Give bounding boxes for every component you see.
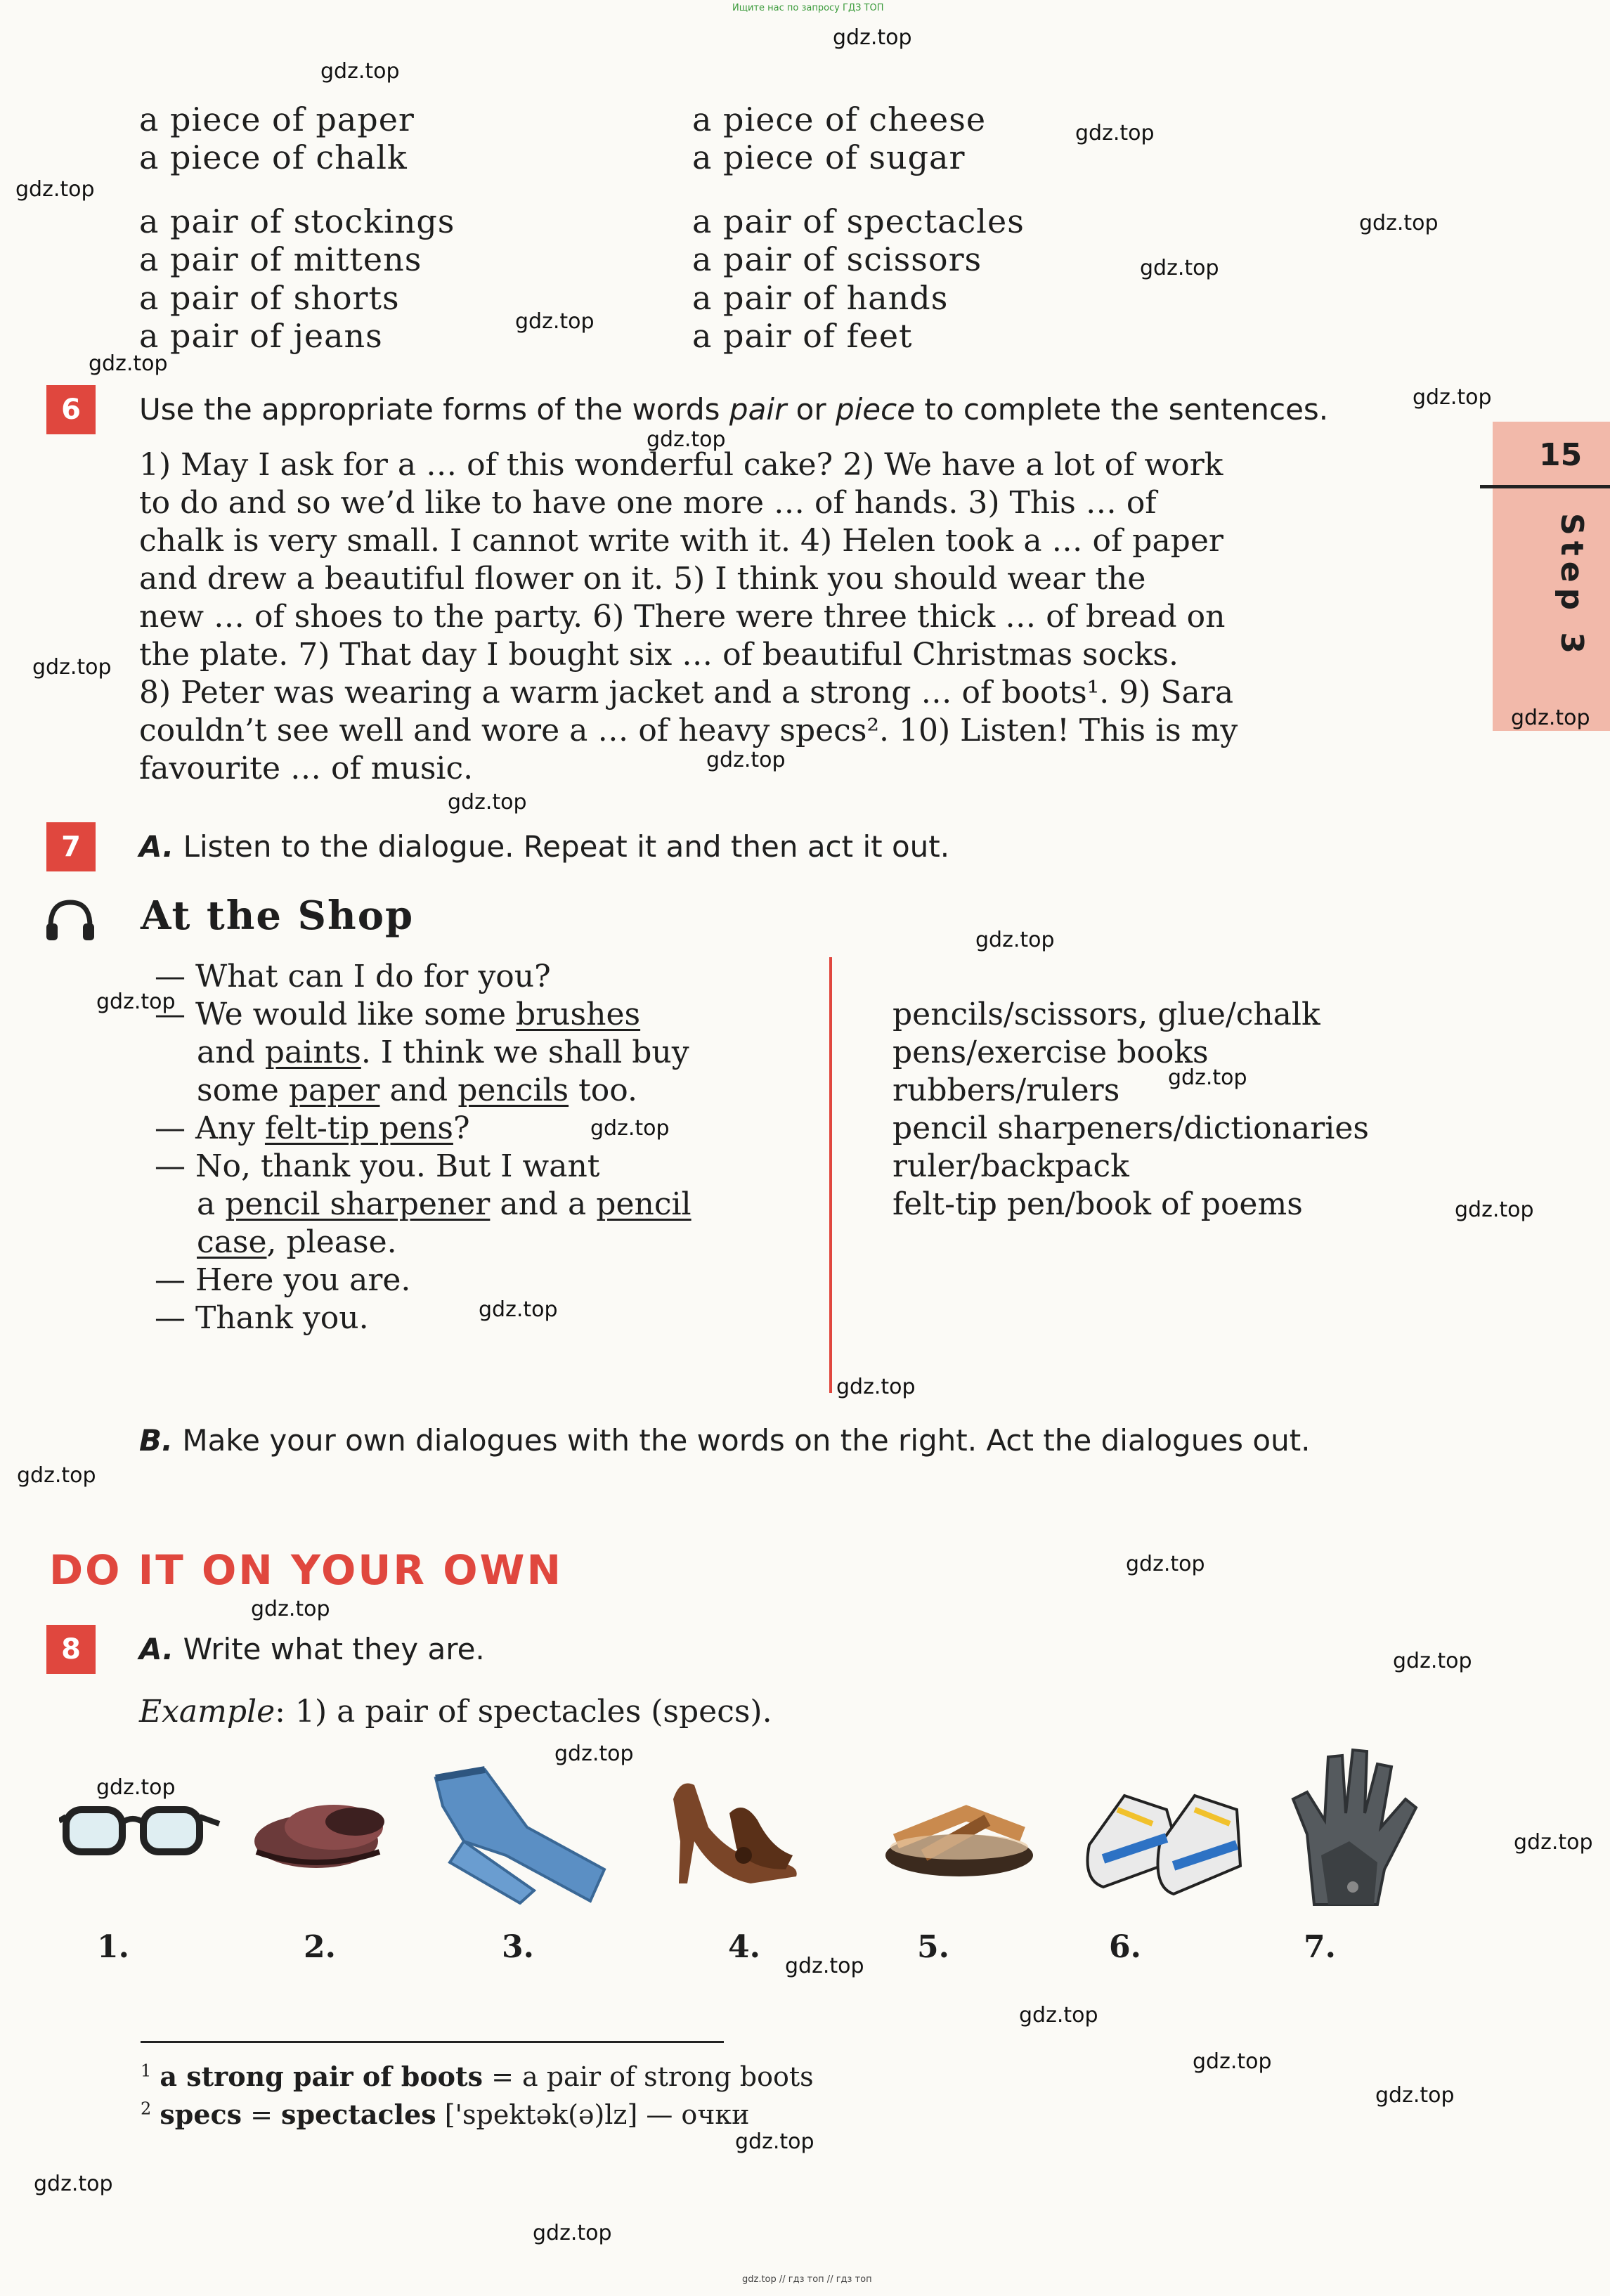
watermark: gdz.top bbox=[251, 1597, 330, 1621]
part-letter: B. bbox=[139, 1423, 173, 1458]
watermark: gdz.top bbox=[17, 1463, 96, 1488]
exercise-8-part-a bbox=[139, 1632, 485, 1666]
dialogue-text: and a bbox=[490, 1186, 597, 1222]
exercise-6-number: 6 bbox=[46, 385, 96, 434]
part-letter: A. bbox=[139, 1632, 174, 1666]
sentence-line: and drew a beautiful flower on it. 5) I think you should wear the bbox=[139, 561, 1146, 597]
instruction-text: Make your own dialogues with the words on the right. Act the dialogues out. bbox=[182, 1423, 1311, 1458]
phrase-item: a piece of sugar bbox=[692, 138, 966, 176]
dialogue-line: — What can I do for you? bbox=[155, 959, 551, 994]
part-letter: A. bbox=[139, 829, 174, 864]
footnote-text: = a pair of strong boots bbox=[482, 2061, 814, 2092]
picture-number: 3. bbox=[502, 1929, 534, 1965]
phrase-item: a pair of hands bbox=[692, 279, 949, 317]
dialogue-line bbox=[197, 1186, 692, 1222]
dialogue-line: — No, thank you. But I want bbox=[155, 1148, 600, 1184]
phrase-item: a pair of mittens bbox=[139, 240, 422, 278]
footnote-mark: 1 bbox=[141, 2061, 152, 2081]
headphones-icon bbox=[45, 898, 96, 943]
sentence-line: new … of shoes to the party. 6) There were three thick … of bread on bbox=[139, 599, 1226, 635]
word-option: pencils/scissors, glue/chalk bbox=[892, 997, 1320, 1032]
watermark: gdz.top bbox=[533, 2221, 612, 2245]
watermark: gdz.top bbox=[1393, 1649, 1472, 1673]
instruction-word-pair: pair bbox=[729, 392, 787, 427]
example-label: Example bbox=[139, 1694, 275, 1730]
footnote-text: ['spektək(ə)lz] — очки bbox=[436, 2099, 750, 2130]
watermark: gdz.top bbox=[1511, 706, 1590, 730]
watermark: gdz.top bbox=[735, 2129, 814, 2154]
footnote-2 bbox=[141, 2099, 750, 2130]
watermark: gdz.top bbox=[706, 748, 786, 772]
example-line bbox=[139, 1694, 772, 1730]
word-option: felt-tip pen/book of poems bbox=[892, 1186, 1303, 1222]
phrase-item: a pair of feet bbox=[692, 317, 913, 355]
dialogue-text: and bbox=[379, 1072, 458, 1108]
picture-number: 2. bbox=[304, 1929, 336, 1965]
watermark: gdz.top bbox=[15, 177, 95, 202]
word-option: pencil sharpeners/dictionaries bbox=[892, 1110, 1369, 1146]
gloves-icon bbox=[1286, 1743, 1420, 1912]
watermark: gdz.top bbox=[1140, 256, 1219, 280]
dialogue-text: and bbox=[197, 1035, 265, 1070]
slippers-icon bbox=[249, 1785, 397, 1876]
footnote-text: = bbox=[242, 2099, 282, 2130]
exercise-7-part-b bbox=[139, 1423, 1311, 1458]
picture-number: 6. bbox=[1109, 1929, 1141, 1965]
instruction-text: or bbox=[786, 392, 836, 427]
sentence-line: couldn’t see well and wore a … of heavy specs². 10) Listen! This is my bbox=[139, 713, 1238, 748]
section-heading: DO IT ON YOUR OWN bbox=[49, 1546, 564, 1594]
watermark: gdz.top bbox=[1375, 2083, 1455, 2108]
sentence-line: chalk is very small. I cannot write with it. 4) Helen took a … of paper bbox=[139, 523, 1223, 559]
watermark: gdz.top bbox=[96, 990, 176, 1014]
dialogue-text: . I think we shall buy bbox=[361, 1035, 689, 1070]
exercise-7-number: 7 bbox=[46, 822, 96, 871]
sandals-icon bbox=[882, 1785, 1037, 1883]
jeans-icon bbox=[422, 1764, 618, 1905]
phrase-item: a pair of shorts bbox=[139, 279, 400, 317]
watermark: gdz.top bbox=[647, 427, 726, 452]
dialogue-text: — Any bbox=[155, 1110, 265, 1146]
word-option: pens/exercise books bbox=[892, 1035, 1209, 1070]
dialogue-text: ? bbox=[453, 1110, 470, 1146]
picture-number: 1. bbox=[97, 1929, 129, 1965]
watermark: gdz.top bbox=[32, 655, 112, 680]
exercise-8-number: 8 bbox=[46, 1625, 96, 1674]
dialogue-keyword: case bbox=[197, 1224, 267, 1260]
watermark: gdz.top bbox=[1359, 211, 1439, 235]
dialogue-text: — We would like some bbox=[155, 997, 517, 1032]
dialogue-line: — Thank you. bbox=[155, 1300, 369, 1336]
word-option: ruler/backpack bbox=[892, 1148, 1129, 1184]
phrase-item: a piece of chalk bbox=[139, 138, 408, 176]
phrase-item: a piece of paper bbox=[139, 100, 415, 138]
dialogue-line bbox=[197, 1224, 397, 1260]
sentence-line: 8) Peter was wearing a warm jacket and a strong … of boots¹. 9) Sara bbox=[139, 675, 1234, 711]
footnote-1 bbox=[141, 2061, 814, 2092]
side-tab-divider bbox=[1480, 485, 1610, 488]
footnote-term: specs bbox=[160, 2099, 242, 2130]
page-number: 15 bbox=[1539, 437, 1583, 473]
phrase-item: a pair of spectacles bbox=[692, 202, 1025, 240]
sentence-line: favourite … of music. bbox=[139, 751, 474, 786]
watermark: gdz.top bbox=[479, 1297, 558, 1322]
dialogue-keyword: felt-tip pens bbox=[264, 1110, 453, 1146]
exercise-7-part-a bbox=[139, 829, 949, 864]
dialogue-text: , please. bbox=[266, 1224, 397, 1260]
dialogue-line bbox=[197, 1072, 637, 1108]
dialogue-keyword: paints bbox=[264, 1035, 361, 1070]
instruction-text: to complete the sentences. bbox=[915, 392, 1329, 427]
glasses-icon bbox=[59, 1796, 221, 1873]
watermark: gdz.top bbox=[1126, 1552, 1205, 1576]
dialogue-text: some bbox=[197, 1072, 289, 1108]
step-label: Step 3 bbox=[1554, 513, 1590, 659]
watermark: gdz.top bbox=[515, 309, 595, 334]
sneakers-icon bbox=[1075, 1768, 1244, 1908]
dialogue-keyword: paper bbox=[288, 1072, 380, 1108]
watermark: gdz.top bbox=[320, 59, 400, 84]
footnote-term: a strong pair of boots bbox=[160, 2061, 483, 2092]
example-text: : 1) a pair of spectacles (specs). bbox=[275, 1694, 772, 1730]
instruction-word-piece: piece bbox=[835, 392, 916, 427]
watermark: gdz.top bbox=[1514, 1830, 1593, 1855]
watermark: gdz.top bbox=[1168, 1065, 1247, 1090]
instruction-text: Write what they are. bbox=[183, 1632, 485, 1666]
watermark: gdz.top bbox=[836, 1375, 916, 1399]
watermark: gdz.top bbox=[34, 2172, 113, 2196]
footer-watermark-text: gdz.top // гдз топ // гдз топ bbox=[742, 2274, 872, 2285]
dialogue-line: — Here you are. bbox=[155, 1262, 411, 1298]
watermark: gdz.top bbox=[833, 25, 912, 50]
footnote-term: spectacles bbox=[281, 2099, 436, 2130]
dialogue-line bbox=[155, 1110, 470, 1146]
dialogue-line bbox=[155, 997, 640, 1032]
watermark: gdz.top bbox=[1193, 2049, 1272, 2074]
watermark: gdz.top bbox=[1075, 121, 1155, 145]
watermark: gdz.top bbox=[554, 1742, 634, 1766]
high-heel-shoes-icon bbox=[666, 1771, 807, 1890]
picture-number: 5. bbox=[917, 1929, 949, 1965]
sentence-line: the plate. 7) That day I bought six … of beautiful Christmas socks. bbox=[139, 637, 1179, 673]
watermark: gdz.top bbox=[448, 790, 527, 815]
dialogue-keyword: pencils bbox=[457, 1072, 569, 1108]
dialogue-keyword: pencil bbox=[596, 1186, 692, 1222]
header-watermark-text: Ищите нас по запросу ГДЗ ТОП bbox=[732, 3, 884, 13]
exercise-6-instruction bbox=[139, 392, 1328, 427]
dialogue-divider bbox=[829, 957, 832, 1393]
watermark: gdz.top bbox=[1019, 2003, 1098, 2028]
phrase-item: a pair of jeans bbox=[139, 317, 383, 355]
watermark: gdz.top bbox=[96, 1775, 176, 1800]
dialogue-text: too. bbox=[569, 1072, 637, 1108]
instruction-text: Use the appropriate forms of the words bbox=[139, 392, 729, 427]
watermark: gdz.top bbox=[89, 351, 168, 376]
phrase-item: a pair of scissors bbox=[692, 240, 982, 278]
dialogue-title: At the Shop bbox=[141, 893, 415, 939]
phrase-item: a piece of cheese bbox=[692, 100, 987, 138]
watermark: gdz.top bbox=[590, 1116, 670, 1141]
dialogue-text: a bbox=[197, 1186, 226, 1222]
word-option: rubbers/rulers bbox=[892, 1072, 1120, 1108]
footnote-rule bbox=[141, 2041, 724, 2043]
instruction-text: Listen to the dialogue. Repeat it and then act it out. bbox=[183, 829, 950, 864]
sentence-line: 1) May I ask for a … of this wonderful cake? 2) We have a lot of work bbox=[139, 447, 1223, 483]
watermark: gdz.top bbox=[975, 928, 1055, 952]
dialogue-keyword: brushes bbox=[516, 997, 641, 1032]
dialogue-line bbox=[197, 1035, 689, 1070]
picture-number: 4. bbox=[728, 1929, 760, 1965]
picture-number: 7. bbox=[1304, 1929, 1336, 1965]
watermark: gdz.top bbox=[785, 1954, 864, 1978]
sentence-line: to do and so we’d like to have one more … of hands. 3) This … of bbox=[139, 485, 1157, 521]
footnote-mark: 2 bbox=[141, 2099, 152, 2119]
watermark: gdz.top bbox=[1413, 385, 1492, 410]
watermark: gdz.top bbox=[1455, 1198, 1534, 1222]
dialogue-keyword: pencil sharpener bbox=[225, 1186, 491, 1222]
phrase-item: a pair of stockings bbox=[139, 202, 455, 240]
